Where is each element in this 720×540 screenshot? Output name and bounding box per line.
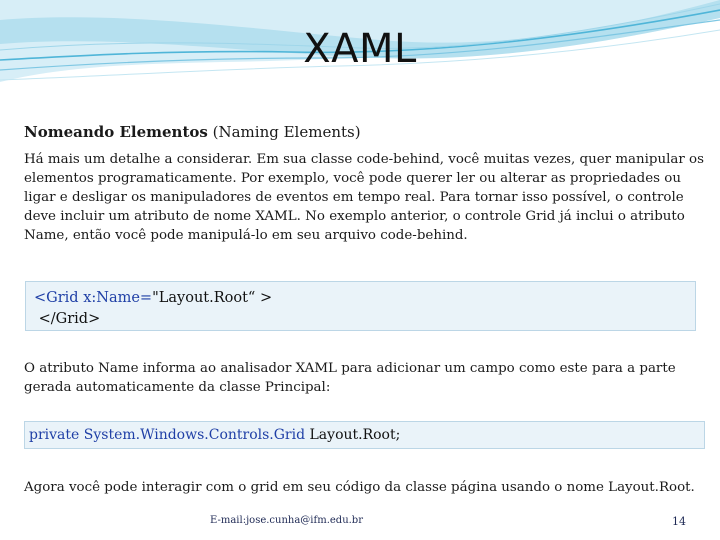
section-heading [24, 123, 361, 141]
code-attr-value: "Layout.Root“ > [152, 290, 273, 306]
code-line-close [34, 309, 687, 330]
footer-email: E-mail:jose.cunha@ifm.edu.br [210, 515, 363, 526]
page-number: 14 [672, 515, 686, 528]
code-field: Layout.Root; [305, 427, 401, 443]
code-block-xaml [25, 281, 696, 331]
code-type: System.Windows.Controls.Grid [79, 427, 306, 443]
section-heading-subtitle: (Naming Elements) [207, 123, 361, 141]
code-block-csharp [24, 421, 705, 449]
closing-paragraph: Agora você pode interagir com o grid em seu código da classe página usando o nome Layout.Root. [24, 480, 695, 495]
code-open-tag: <Grid [34, 290, 84, 306]
code-keyword: private [29, 427, 80, 443]
code-close-tag: </Grid> [38, 311, 101, 327]
explanation-paragraph: O atributo Name informa ao analisador XAML para adicionar um campo como este para a parte gerada automaticamente da classe Principal: [24, 361, 676, 395]
slide-title: XAML [303, 26, 417, 72]
code-line-open [34, 288, 687, 309]
intro-paragraph: Há mais um detalhe a considerar. Em sua classe code-behind, você muitas vezes, quer manipular os elementos programaticamente. Por exemplo, você pode querer ler ou alterar as propriedades ou ligar e desligar os manipuladores de eventos em tempo real. Para tornar isso possível, o controle deve incluir um atributo de nome XAML. No exemplo anterior, o controle Grid já inclui o atributo Name, então você pode manipulá-lo em seu arquivo code-behind. [24, 152, 704, 243]
section-heading-bold: Nomeando Elementos [24, 123, 208, 141]
code-attr-name: x:Name= [83, 290, 153, 306]
